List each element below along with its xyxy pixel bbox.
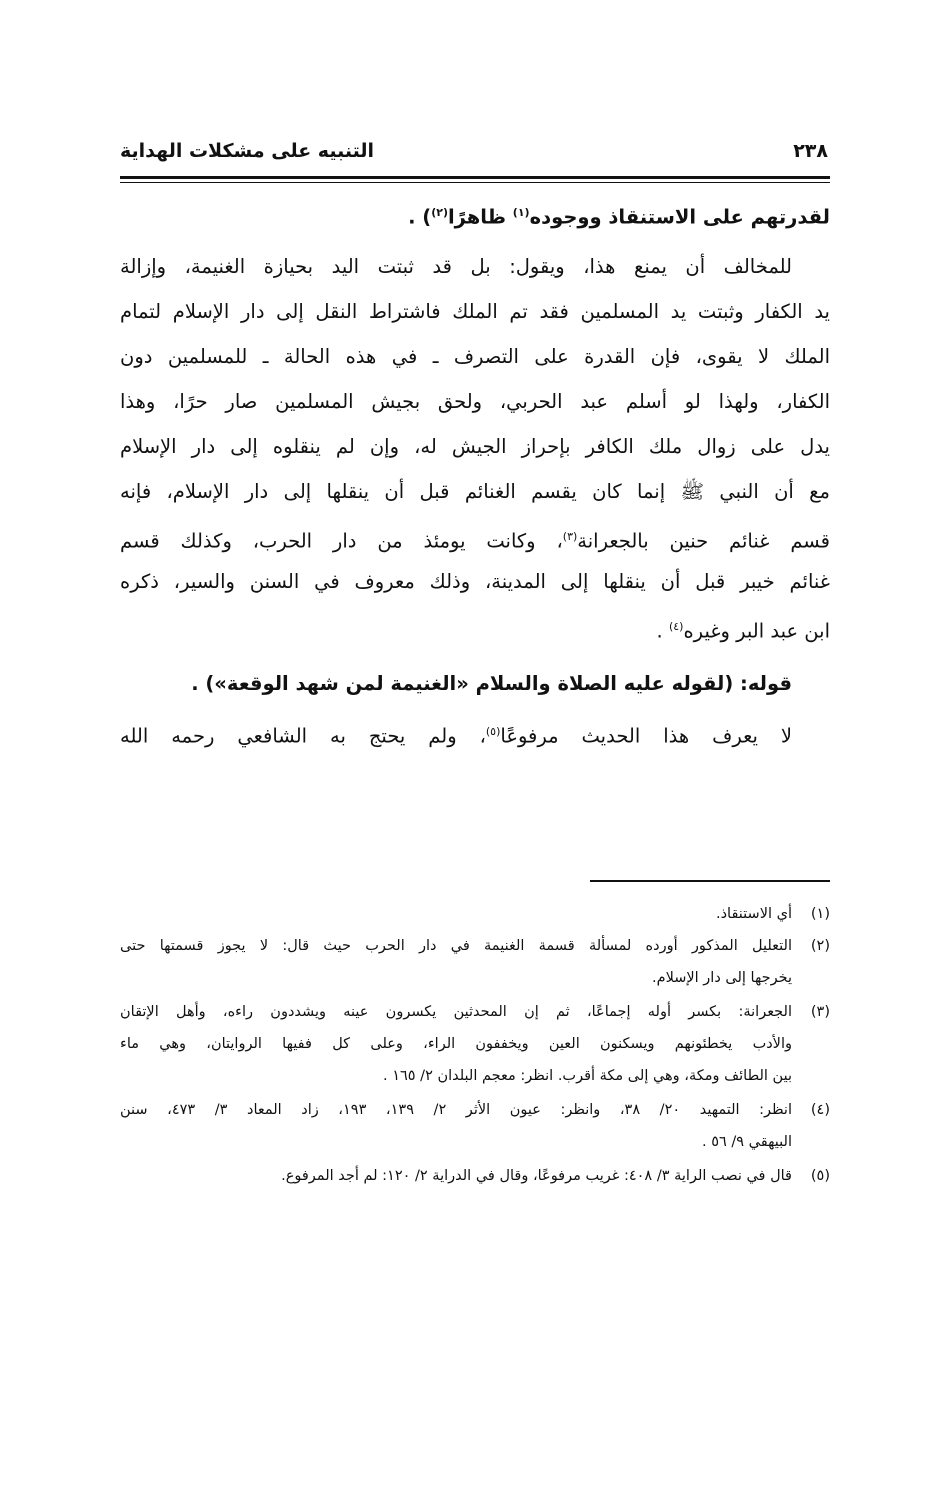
header-rule-thin — [120, 182, 830, 183]
paragraph-line: الكفار، ولهذا لو أسلم عبد الحربي، ولحق بجيش المسلمين صار حرًا، وهذا — [120, 390, 830, 413]
paragraph-line: للمخالف أن يمنع هذا، ويقول: بل قد ثبتت اليد بحيازة الغنيمة، وإزالة — [120, 255, 792, 278]
quoted-matn-line: قوله: (لقوله عليه الصلاة والسلام «الغنيمة لمن شهد الوقعة») . — [191, 672, 792, 695]
footnote-3-cont: بين الطائف ومكة، وهي إلى مكة أقرب. انظر: معجم البلدان ٢/ ١٦٥ . — [382, 1068, 792, 1084]
paragraph-line: لا يعرف هذا الحديث مرفوعًا$^{(٥)}$، ولم يحتج به الشافعي رحمه الله — [120, 724, 793, 748]
footnote-2-cont: يخرجها إلى دار الإسلام. — [652, 970, 792, 986]
paragraph-line: يدل على زوال ملك الكافر بإحراز الجيش له، وإن لم ينقلوه إلى دار الإسلام — [120, 435, 830, 458]
page-number: ٢٣٨ — [793, 140, 828, 162]
paragraph-line: الملك لا يقوى، فإن القدرة على التصرف ـ في هذه الحالة ـ للمسلمين دون — [120, 345, 830, 368]
footnote-3-cont: والأدب يخطئونهم ويسكنون العين ويخففون الراء، وعلى كل ففيها الروايتان، وهي ماء — [120, 1036, 792, 1052]
paragraph-line: مع أن النبي ﷺ إنما كان يقسم الغنائم قبل أن ينقلها إلى دار الإسلام، فإنه — [120, 480, 830, 503]
paragraph-line: قسم غنائم حنين بالجعرانة$^{(٣)}$، وكانت يومئذ من دار الحرب، وكذلك قسم — [120, 529, 831, 553]
paragraph-line: يد الكفار وثبتت يد المسلمين فقد تم الملك فاشتراط النقل إلى دار الإسلام لتمام — [120, 300, 830, 323]
footnote-4-cont: البيهقي ٩/ ٥٦ . — [701, 1134, 792, 1150]
paragraph-line: ابن عبد البر وغيره$^{(٤)}$ . — [656, 619, 830, 643]
running-title: التنبيه على مشكلات الهداية — [120, 140, 374, 162]
paragraph-line: غنائم خيبر قبل أن ينقلها إلى المدينة، وذلك معروف في السنن والسير، ذكره — [120, 570, 830, 593]
footnote-3: (٣)الجعرانة: بكسر أوله إجماعًا، ثم إن المحدثين يكسرون عينه ويشددون راءه، وأهل الإتقان — [120, 1004, 830, 1020]
footnote-1: (١)أي الاستنقاذ. — [715, 906, 830, 922]
bold-line: لقدرتهم على الاستنقاذ ووجوده$^{(١)}$ ظاهرًا$^{(٢)}$) . — [408, 205, 830, 229]
footnote-5: (٥)قال في نصب الراية ٣/ ٤٠٨: غريب مرفوعًا، وقال في الدراية ٢/ ١٢٠: لم أجد المرفوع. — [281, 1168, 830, 1184]
footnote-4: (٤)انظر: التمهيد ٢٠/ ٣٨، وانظر: عيون الأثر ٢/ ١٣٩، ١٩٣، زاد المعاد ٣/ ٤٧٣، سنن — [120, 1102, 830, 1118]
footnote-2: (٢)التعليل المذكور أورده لمسألة قسمة الغنيمة في دار الحرب حيث قال: لا يجوز قسمتها حتى — [120, 938, 830, 954]
header-rule-thick — [120, 176, 830, 179]
footnote-separator — [590, 880, 830, 882]
